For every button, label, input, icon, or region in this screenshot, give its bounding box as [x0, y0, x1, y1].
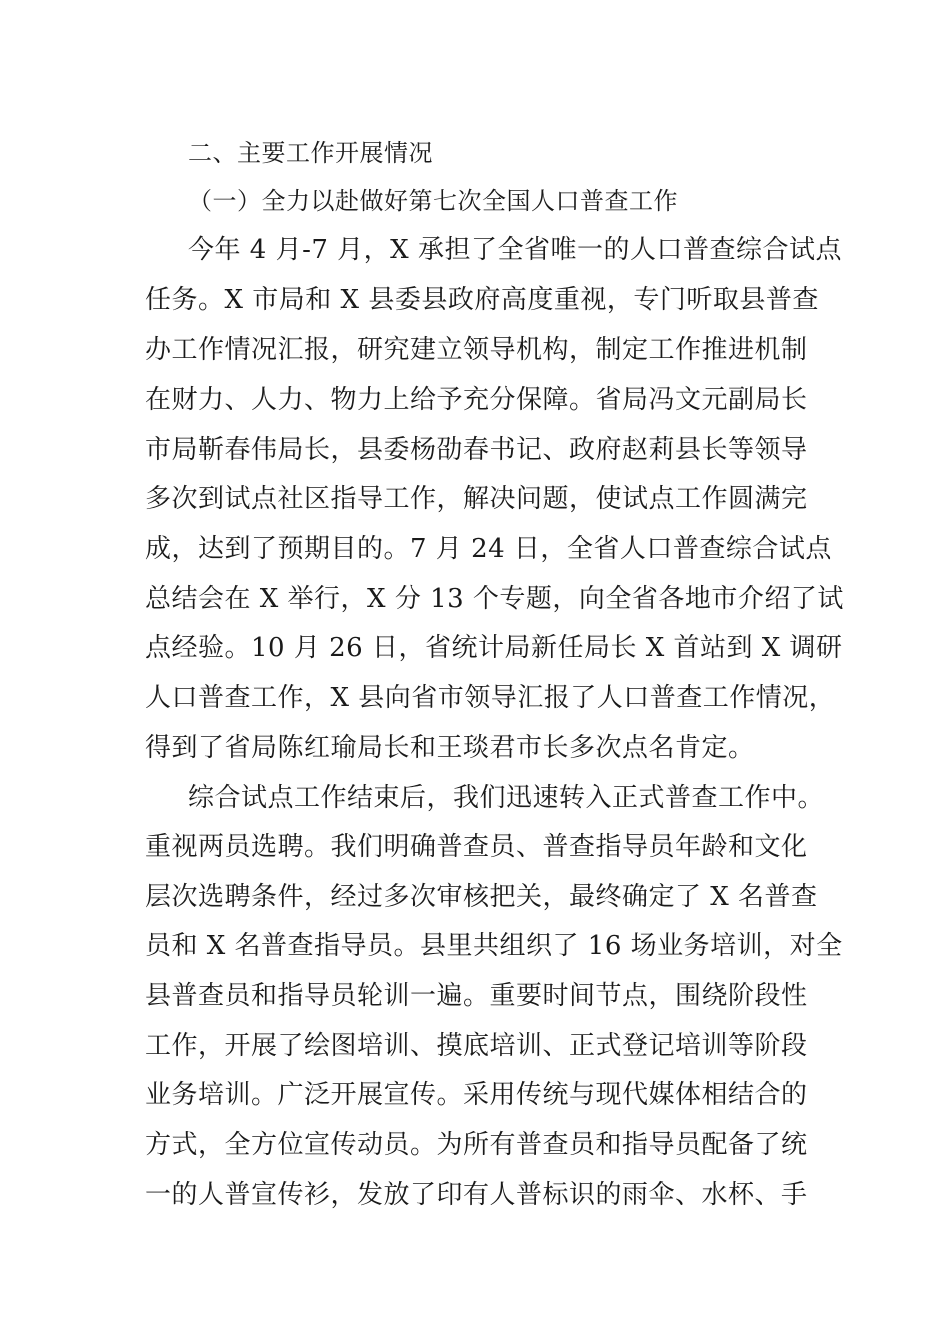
paragraph-line: 总结会在 X 举行，X 分 13 个专题，向全省各地市介绍了试 [145, 584, 844, 614]
paragraph-line: 方式，全方位宣传动员。为所有普查员和指导员配备了统 [145, 1130, 808, 1160]
paragraph-line: 综合试点工作结束后，我们迅速转入正式普查工作中。 [188, 783, 825, 813]
section-heading: 二、主要工作开展情况 [188, 139, 433, 167]
paragraph-line: 点经验。10 月 26 日，省统计局新任局长 X 首站到 X 调研 [145, 633, 843, 663]
paragraph-line: 县普查员和指导员轮训一遍。重要时间节点，围绕阶段性 [145, 981, 808, 1011]
paragraph-line: 一的人普宣传衫，发放了印有人普标识的雨伞、水杯、手 [145, 1180, 808, 1210]
paragraph-line: 办工作情况汇报，研究建立领导机构，制定工作推进机制 [145, 335, 808, 365]
paragraph-line: 工作，开展了绘图培训、摸底培训、正式登记培训等阶段 [145, 1031, 808, 1061]
paragraph-line: 今年 4 月-7 月，X 承担了全省唯一的人口普查综合试点 [188, 235, 842, 265]
paragraph-line: 在财力、人力、物力上给予充分保障。省局冯文元副局长 [145, 385, 808, 415]
paragraph-line: 员和 X 名普查指导员。县里共组织了 16 场业务培训，对全 [145, 931, 843, 961]
paragraph-line: 市局靳春伟局长，县委杨劭春书记、政府赵莉县长等领导 [145, 435, 808, 465]
paragraph-line: 人口普查工作，X 县向省市领导汇报了人口普查工作情况， [145, 683, 836, 713]
paragraph-line: 多次到试点社区指导工作，解决问题，使试点工作圆满完 [145, 484, 808, 514]
paragraph-line: 层次选聘条件，经过多次审核把关，最终确定了 X 名普查 [145, 882, 818, 912]
paragraph-line: 得到了省局陈红瑜局长和王琰君市长多次点名肯定。 [145, 733, 755, 763]
subsection-heading: （一）全力以赴做好第七次全国人口普查工作 [188, 187, 678, 215]
paragraph-line: 业务培训。广泛开展宣传。采用传统与现代媒体相结合的 [145, 1080, 808, 1110]
paragraph-line: 任务。X 市局和 X 县委县政府高度重视，专门听取县普查 [145, 285, 819, 315]
paragraph-line: 成，达到了预期目的。7 月 24 日，全省人口普查综合试点 [145, 534, 832, 564]
paragraph-line: 重视两员选聘。我们明确普查员、普查指导员年龄和文化 [145, 832, 808, 862]
